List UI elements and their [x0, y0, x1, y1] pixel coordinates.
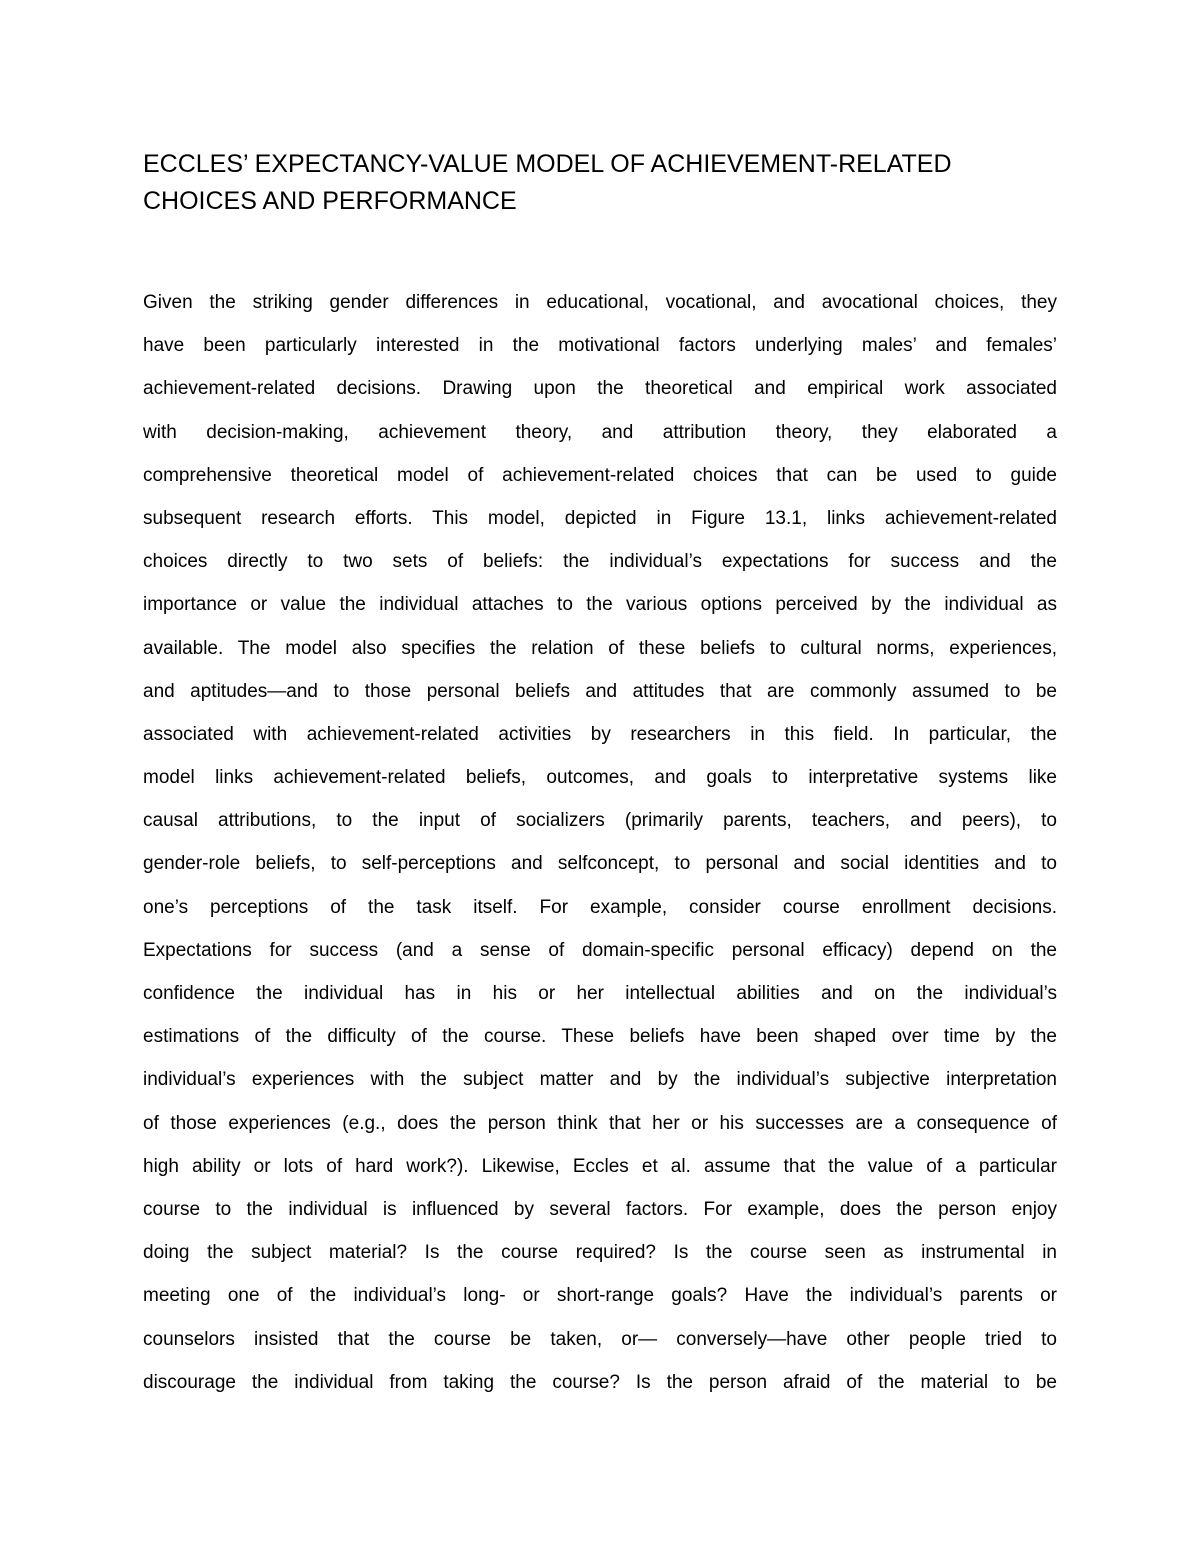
paragraph-line: subsequent research efforts. This model, depicted in Figure 13.1, links achievement-related	[143, 507, 1057, 529]
paragraph-line: gender-role beliefs, to self-perceptions and selfconcept, to personal and social identities and to	[143, 853, 1057, 875]
paragraph-line: estimations of the difficulty of the course. These beliefs have been shaped over time by the	[143, 1026, 1057, 1048]
body-paragraph	[143, 281, 1057, 1404]
paragraph-line: choices directly to two sets of beliefs: the individual’s expectations for success and the	[143, 551, 1057, 573]
paragraph-line: available. The model also specifies the relation of these beliefs to cultural norms, experiences,	[143, 637, 1057, 659]
paragraph-line: with decision-making, achievement theory, and attribution theory, they elaborated a	[143, 421, 1057, 443]
paragraph-line: high ability or lots of hard work?). Likewise, Eccles et al. assume that the value of a particular	[143, 1155, 1057, 1177]
paragraph-line: individual’s experiences with the subject matter and by the individual’s subjective interpretation	[143, 1069, 1057, 1091]
paragraph-line: comprehensive theoretical model of achievement-related choices that can be used to guide	[143, 464, 1057, 486]
paragraph-line: Expectations for success (and a sense of domain-specific personal efficacy) depend on the	[143, 939, 1057, 961]
paragraph-line: achievement-related decisions. Drawing upon the theoretical and empirical work associated	[143, 378, 1057, 400]
paragraph-line: course to the individual is influenced by several factors. For example, does the person enjoy	[143, 1198, 1057, 1220]
paragraph-line: importance or value the individual attaches to the various options perceived by the individual as	[143, 594, 1057, 616]
paragraph-line: counselors insisted that the course be taken, or— conversely—have other people tried to	[143, 1328, 1057, 1350]
paragraph-line: causal attributions, to the input of socializers (primarily parents, teachers, and peers), to	[143, 810, 1057, 832]
document-title	[143, 146, 1023, 220]
paragraph-line: and aptitudes—and to those personal beliefs and attitudes that are commonly assumed to be	[143, 680, 1057, 702]
paragraph-line: of those experiences (e.g., does the person think that her or his successes are a consequence of	[143, 1112, 1057, 1134]
paragraph-line: Given the striking gender differences in educational, vocational, and avocational choices, they	[143, 292, 1057, 313]
paragraph-line: confidence the individual has in his or her intellectual abilities and on the individual’s	[143, 983, 1057, 1004]
paragraph-line: have been particularly interested in the motivational factors underlying males’ and females’	[143, 335, 1057, 357]
paragraph-line: model links achievement-related beliefs, outcomes, and goals to interpretative systems like	[143, 767, 1057, 789]
title-line: CHOICES AND PERFORMANCE	[143, 187, 517, 215]
paragraph-line: meeting one of the individual’s long- or short-range goals? Have the individual’s parents or	[143, 1285, 1057, 1307]
paragraph-line: one’s perceptions of the task itself. For example, consider course enrollment decisions.	[143, 896, 1057, 918]
title-line: ECCLES’ EXPECTANCY-VALUE MODEL OF ACHIEVEMENT-RELATED	[143, 150, 952, 178]
paragraph-line: discourage the individual from taking the course? Is the person afraid of the material to be	[143, 1371, 1057, 1393]
paragraph-line: associated with achievement-related activities by researchers in this field. In particular, the	[143, 723, 1057, 745]
paragraph-line: doing the subject material? Is the course required? Is the course seen as instrumental in	[143, 1242, 1057, 1264]
